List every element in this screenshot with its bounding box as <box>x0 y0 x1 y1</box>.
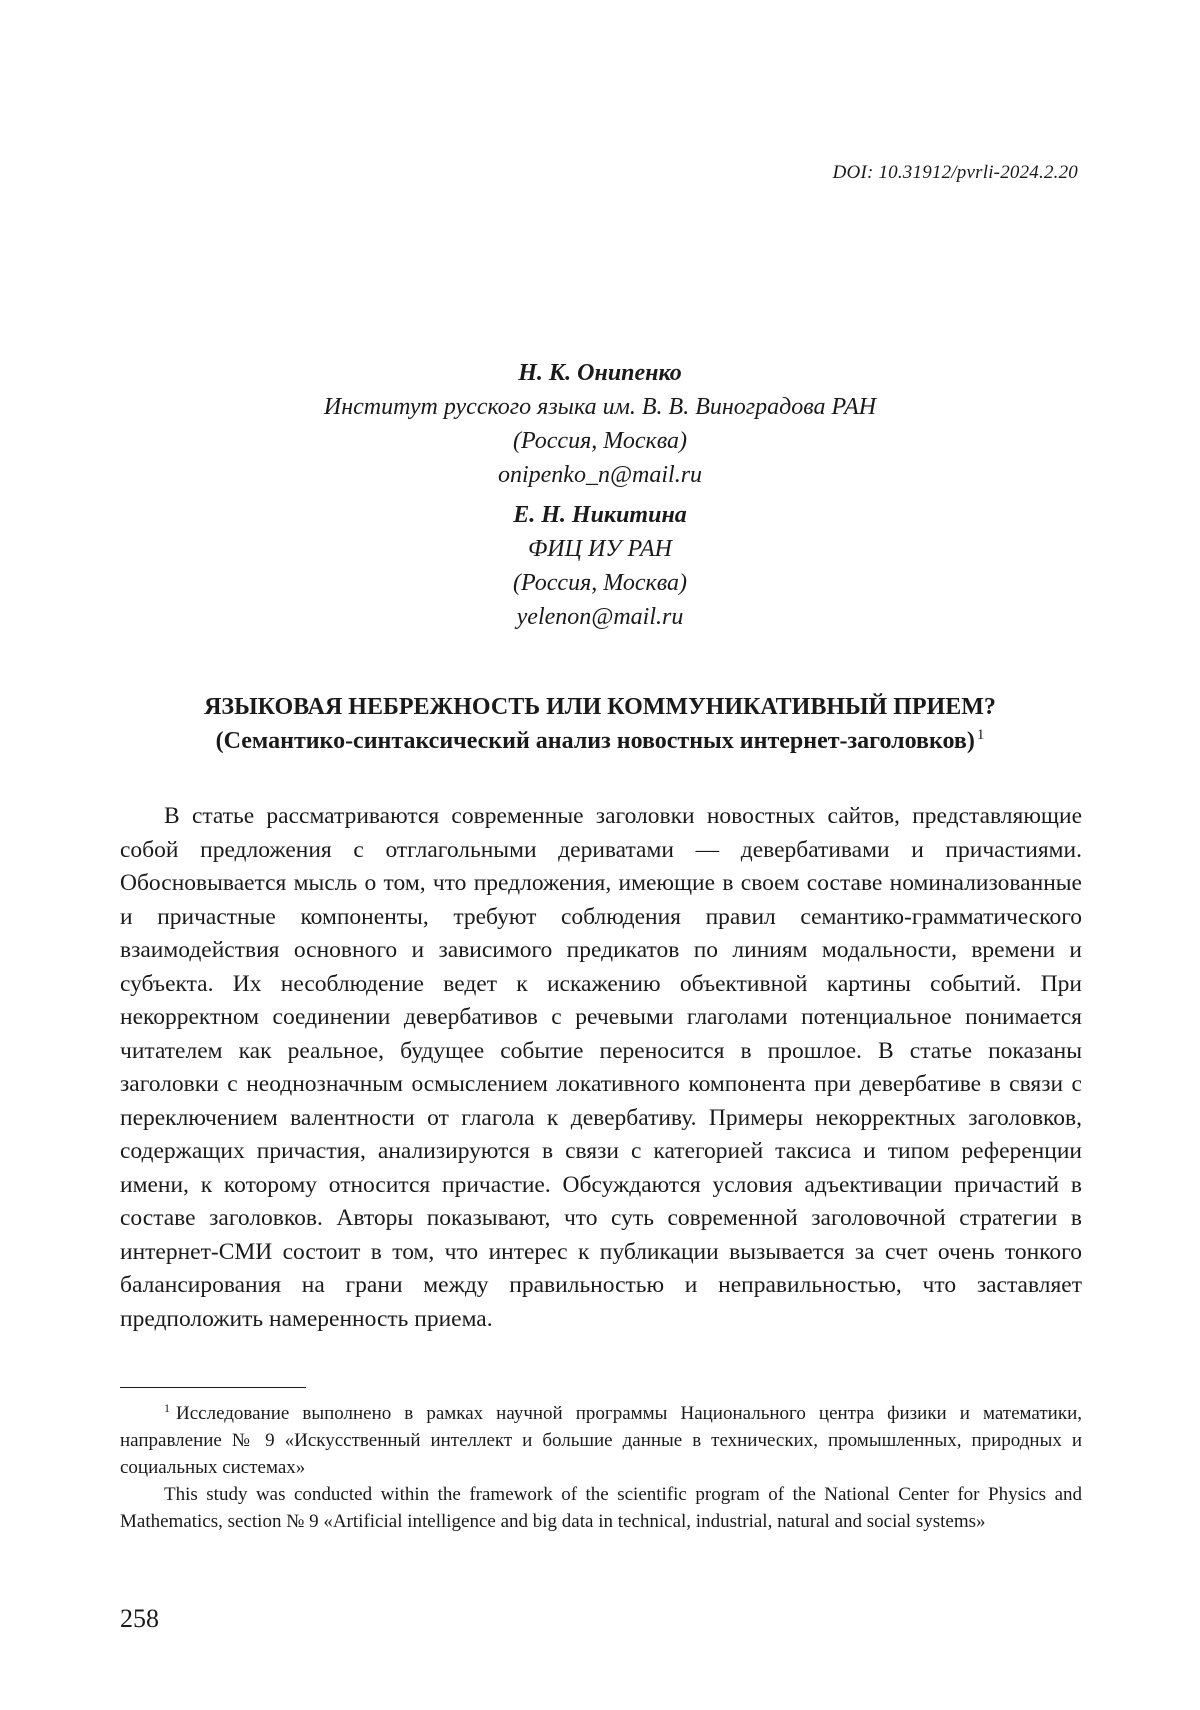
page-number: 258 <box>120 1604 159 1633</box>
title-subtitle: (Семантико-синтаксический анализ новостных интернет-заголовков) <box>215 728 975 754</box>
footnote-divider <box>120 1387 306 1388</box>
author-affiliation: Институт русского языка им. В. В. Виноградова РАН <box>323 394 877 420</box>
authors-block <box>0 356 1200 634</box>
author-location: (Россия, Москва) <box>512 428 688 454</box>
article-title <box>0 690 1200 758</box>
footnote-ru <box>120 1400 1082 1481</box>
author-name: Е. Н. Никитина <box>513 502 687 528</box>
title-subtitle-line <box>0 724 1200 758</box>
abstract-paragraph: В статье рассматриваются современные заголовки новостных сайтов, представляющие собой предложения с отглагольными дериватами — девербативами и причастиями. Обосновывается мысль о том, что предложения, имеющие в своем составе номинализованные и причастные компоненты, требуют соблюдения правил семантико-грамматического взаимодействия основного и зависимого предикатов по линиям модальности, времени и субъекта. Их несоблюдение ведет к искажению объективной картины событий. При некорректном соединении девербативов с речевыми глаголами потенциальное понимается читателем как реальное, будущее событие переносится в прошлое. В статье показаны заголовки с неоднозначным осмыслением локативного компонента при девербативе в связи с переключением валентности от глагола к девербативу. Примеры некорректных заголовков, содержащих причастия, анализируются в связи с категорией таксиса и типом референции имени, к которому относится причастие. Обсуждаются условия адъективации причастий в составе заголовков. Авторы показывают, что суть современной заголовочной стратегии в интернет-СМИ состоит в том, что интерес к публикации вызывается за счет очень тонкого балансирования на грани между правильностью и неправильностью, что заставляет предположить намеренность приема. <box>120 803 1082 1332</box>
author-email: onipenko_n@mail.ru <box>497 462 703 488</box>
author-name: Н. К. Онипенко <box>518 360 682 386</box>
footnote-reference: 1 <box>976 727 985 743</box>
author-1 <box>0 356 1200 492</box>
author-2 <box>0 498 1200 634</box>
title-main: ЯЗЫКОВАЯ НЕБРЕЖНОСТЬ ИЛИ КОММУНИКАТИВНЫЙ ПРИЕМ? <box>204 694 996 720</box>
author-affiliation: ФИЦ ИУ РАН <box>528 536 672 562</box>
footnote <box>120 1400 1082 1535</box>
footnote-mark: 1 <box>164 1400 170 1415</box>
footnote-ru-text: Исследование выполнено в рамках научной программы Национального центра физики и математики, направление № 9 «Искусственный интеллект и большие данные в технических, промышленных, природных и социальных системах» <box>120 1403 1082 1478</box>
doi-label: DOI: 10.31912/pvrli-2024.2.20 <box>832 162 1078 183</box>
author-email: yelenon@mail.ru <box>516 604 684 630</box>
author-location: (Россия, Москва) <box>512 570 688 596</box>
footnote-en: This study was conducted within the framework of the scientific program of the National Center for Physics and Mathematics, section № 9 «Artificial intelligence and big data in technical, industrial, natural and social systems» <box>120 1484 1082 1532</box>
